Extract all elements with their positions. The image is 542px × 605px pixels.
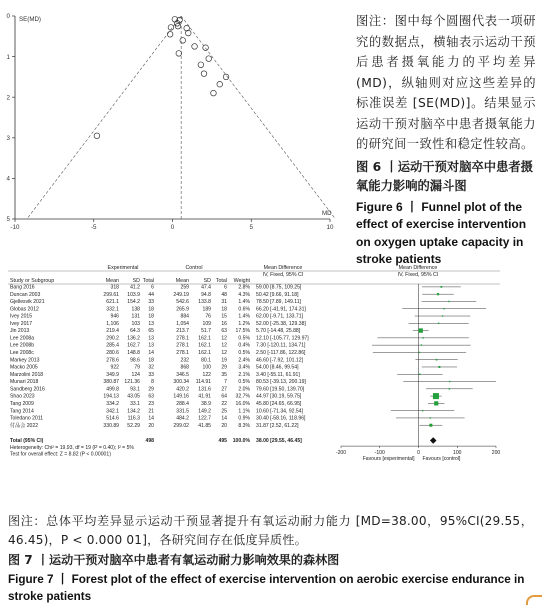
ctl-total: 6 [224,284,227,291]
exp-total: 33 [148,371,154,378]
ctl-total: 64 [221,393,227,400]
study-weight: 0.5% [238,379,250,386]
ctl-mean: 249.19 [173,291,189,298]
ctl-mean: 868 [180,364,189,371]
study-ci: 52.00 [-25.38, 129.38] [256,320,306,327]
exp-total: 63 [148,393,154,400]
funnel-axes [7,13,336,231]
study-ci: 80.53 [-39.13, 200.19] [256,379,306,386]
exp-total: 29 [148,386,154,393]
ctl-sd: 162.1 [198,350,211,357]
figure7-title-en: Figure 7 丨 Forest plot of the effect of exercise intervention on aerobic exercise endurance in stroke patients [8,573,525,603]
exp-sd: 103.9 [127,291,140,298]
ctl-sd: 51.7 [201,328,211,335]
ctl-total: 15 [221,313,227,320]
exp-mean: 922 [110,364,119,371]
study-weight: 1.4% [238,299,250,306]
ctl-mean: 331.5 [176,408,189,415]
header-experimental: Experimental [107,265,139,271]
total-ctl-n: 495 [218,438,227,445]
ctl-sd: 41.85 [198,422,211,429]
funnel-study-point [206,56,212,62]
study-weight-square [419,352,420,353]
exp-sd: 43.05 [127,393,140,400]
exp-sd: 93.1 [130,386,140,393]
ctl-total: 16 [221,320,227,327]
exp-mean: 514.6 [106,415,119,422]
column-header: Mean [105,278,119,284]
ctl-total: 35 [221,371,227,378]
ctl-mean: 213.7 [176,328,189,335]
exp-mean: 946 [110,313,119,320]
study-ci: 10.60 [-71.34, 92.54] [256,408,304,415]
ctl-sd: 80.1 [201,357,211,364]
exp-mean: 621.1 [106,299,119,306]
ctl-mean: 288.4 [176,400,189,407]
exp-total: 65 [148,328,154,335]
exp-mean: 219.4 [106,328,119,335]
ctl-sd: 189 [202,306,211,313]
funnel-study-point [201,71,207,77]
study-weight: 32.7% [235,393,250,400]
study-name: Gjellesvik 2021 [10,299,45,306]
study-weight-square [430,417,431,418]
study-weight-square [438,366,440,368]
exp-mean: 349.9 [106,371,119,378]
header-mean-difference: Mean Difference [263,265,303,271]
exp-mean: 342.1 [106,408,119,415]
exp-total: 32 [148,364,154,371]
figure6-caption: 图注：图中每个圆圈代表一项研究的数据点，横轴表示运动干预后患者摄氧能力的平均差异 (MD)，纵轴则对应这些差异的标准误差 [SE(MD)]。结果显示运动干预对脑卒中患者摄氧能力的研究间一致性和稳定性较高。 [356,14,536,151]
exp-total: 6 [151,284,154,291]
ctl-sd: 94.8 [201,291,211,298]
study-ci: 59.00 [8.75, 109.25] [256,284,302,291]
exp-sd: 41.2 [130,284,140,291]
exp-sd: 98.6 [130,357,140,364]
ctl-mean: 265.9 [176,306,189,313]
study-ci: 45.80 [24.65, 66.95] [256,400,302,407]
forest-x-tick-label: 200 [491,450,501,457]
study-weight-square [442,315,443,316]
funnel-y-tick-label: 2 [6,94,10,102]
study-name: Lee 2008b [10,342,35,349]
funnel-study-point [217,81,223,87]
exp-sd: 134.2 [127,408,140,415]
total-ci: 38.00 [29.55, 46.45] [256,438,302,445]
total-weight: 100.0% [232,438,250,445]
exp-mean: 330.89 [103,422,119,429]
exp-total: 20 [148,422,154,429]
funnel-study-point [94,133,100,139]
ctl-total: 31 [221,299,227,306]
figure6-title-en: Figure 6 丨 Funnel plot of the effect of exercise intervention on oxygen uptake capacity in stroke patients [356,199,527,266]
forest-plot [8,262,503,507]
ctl-sd: 162.1 [198,342,211,349]
study-weight: 1.1% [238,408,250,415]
study-weight-square [449,388,450,389]
exp-sd: 154.2 [127,299,140,306]
column-header: Mean [175,278,189,284]
exp-sd: 124 [131,371,140,378]
study-name: Duncan 2003 [10,291,41,298]
figure6-title-zh: 图 6 丨运动干预对脑卒中患者摄氧能力影响的漏斗图 [356,159,533,193]
study-ci: 31.87 [2.52, 61.22] [256,422,299,429]
study-name: Sandberg 2016 [10,386,45,393]
exp-sd: 131 [131,313,140,320]
exp-sd: 162.7 [127,342,140,349]
study-name: Tang 2009 [10,400,34,407]
study-weight-square [436,359,438,361]
exp-total: 8 [151,379,154,386]
ctl-total: 12 [221,335,227,342]
study-name: Bang 2016 [10,284,35,291]
ctl-sd: 38.9 [201,400,211,407]
funnel-y-tick-label: 1 [6,53,10,61]
ctl-sd: 47.4 [201,284,211,291]
ctl-total: 29 [221,364,227,371]
study-ci: 66.20 [-41.91, 174.31] [256,306,306,313]
funnel-x-axis-label: MD [322,210,332,217]
study-weight-square [419,328,423,332]
funnel-x-tick-label: -10 [10,224,20,231]
column-header: Weight [233,278,250,284]
funnel-study-point [167,31,173,37]
exp-mean: 1,106 [106,320,119,327]
exp-total: 14 [148,415,154,422]
study-ci: 62.00 [-9.71, 133.71] [256,313,304,320]
forest-x-tick-label: -100 [374,450,385,457]
study-weight: 0.9% [238,415,250,422]
funnel-study-point [198,62,204,68]
study-weight: 2.4% [238,357,250,364]
funnel-study-point [176,51,182,57]
funnel-y-tick-label: 0 [6,13,10,21]
ctl-sd: 131.6 [198,386,211,393]
study-ci: 50.42 [9.66, 91.18] [256,291,299,298]
ctl-total: 22 [221,400,227,407]
funnel-study-point [185,30,191,36]
study-ci: 54.00 [8.46, 99.54] [256,364,299,371]
ctl-sd: 122.7 [198,415,211,422]
ctl-sd: 76 [205,313,211,320]
exp-mean: 299.61 [103,291,119,298]
funnel-y-tick-label: 4 [6,175,10,183]
exp-mean: 380.87 [103,379,119,386]
funnel-y-axis-label: SE(MD) [19,16,41,23]
funnel-y-tick-label: 3 [6,135,10,142]
study-weight-square [440,286,442,288]
ctl-sd: 41.91 [198,393,211,400]
column-header: SD [132,278,140,284]
study-weight: 1.4% [238,313,250,320]
forest-x-tick-label: 0 [417,450,420,457]
ctl-mean: 484.2 [176,415,189,422]
ctl-sd: 122 [202,371,211,378]
funnel-points [94,16,229,138]
funnel-x-tick-label: 5 [249,224,253,231]
ctl-mean: 278.1 [176,342,189,349]
ctl-total: 27 [221,386,227,393]
funnel-study-point [192,44,198,50]
total-exp-n: 498 [145,438,154,445]
study-ci: 2.50 [-117.86, 122.86] [256,350,306,357]
study-name: Ivey 2017 [10,320,33,327]
study-ci: 79.60 [19.50, 139.70] [256,386,305,393]
study-name: Tang 2014 [10,408,34,415]
study-name: Lee 2008c [10,350,34,357]
study-weight-square [449,381,450,382]
funnel-study-point [180,38,186,44]
funnel-y-tick-label: 5 [6,216,10,224]
exp-total: 33 [148,299,154,306]
ctl-sd: 100 [202,364,211,371]
exp-sd: 33.1 [130,400,140,407]
ctl-sd: 114.91 [195,379,211,386]
study-ci: 78.50 [7.89, 149.11] [256,299,301,306]
funnel-x-tick-label: 10 [326,224,334,231]
overall-effect-text: Test for overall effect: Z = 8.82 (P < 0.00001) [10,451,111,458]
ctl-total: 25 [221,408,227,415]
funnel-plot [0,0,350,240]
study-weight: 2.1% [238,371,250,378]
favours-control-label: Favours [control] [422,456,461,463]
exp-sd: 64.3 [130,328,140,335]
exp-mean: 499.8 [106,386,119,393]
ctl-mean: 232 [180,357,189,364]
exp-sd: 52.29 [127,422,140,429]
funnel-study-point [203,45,209,51]
funnel-study-point [223,74,229,80]
funnel-x-tick-label: -5 [90,224,97,231]
ctl-mean: 346.5 [176,371,189,378]
figure7-caption: 图注：总体平均差异显示运动干预显著提升有氧运动耐力能力 [MD=38.00，95%CI(29.55，46.45)，P < 0.000 01]，各研究间存在低度异质性。 [8,514,533,547]
study-weight: 1.2% [238,320,250,327]
exp-mean: 280.6 [106,350,119,357]
header-md-subtitle-plot: IV, Fixed, 95% CI [397,272,439,278]
study-weight-square [443,308,444,309]
column-header: Study or Subgroup [10,278,55,284]
study-weight: 0.5% [238,350,250,357]
exp-mean: 318 [110,284,119,291]
ctl-mean: 542.6 [176,299,189,306]
ctl-total: 14 [221,415,227,422]
ctl-total: 20 [221,422,227,429]
study-ci: 7.30 [-120.11, 134.71] [256,342,306,349]
study-weight-square [434,401,438,405]
study-ci: 12.10 [-105.77, 129.97] [256,335,309,342]
ctl-mean: 300.34 [173,379,189,386]
study-weight: 0.5% [238,335,250,342]
exp-total: 13 [148,320,154,327]
exp-mean: 290.2 [106,335,119,342]
ctl-mean: 278.1 [176,335,189,342]
ctl-total: 63 [221,328,227,335]
exp-total: 44 [148,291,154,298]
study-weight-square [433,393,439,399]
exp-sd: 79 [134,364,140,371]
study-name: Munari 2018 [10,379,39,386]
favours-experimental-label: Favours [experimental] [362,456,415,463]
exp-mean: 334.2 [106,400,119,407]
column-header: SD [203,278,211,284]
study-weight: 8.3% [238,422,250,429]
study-weight-square [419,373,421,375]
study-weight: 4.3% [238,291,250,298]
ctl-total: 12 [221,342,227,349]
study-weight-square [429,424,432,427]
exp-sd: 116.3 [127,415,140,422]
study-weight-square [422,337,423,338]
exp-sd: 103 [131,320,140,327]
exp-total: 13 [148,342,154,349]
study-name: Globas 2012 [10,306,39,313]
heterogeneity-text: Heterogeneity: Chi² = 19.93, df = 19 (P = 0.40); I² = 5% [10,445,134,452]
ctl-mean: 420.2 [176,386,189,393]
exp-sd: 148.8 [127,350,140,357]
study-name: Jin 2013 [10,328,30,335]
exp-mean: 332.1 [106,306,119,313]
ctl-mean: 149.16 [173,393,189,400]
funnel-left-boundary [27,16,181,219]
funnel-study-point [211,90,217,96]
total-diamond [430,437,437,443]
ctl-sd: 162.1 [198,335,211,342]
ctl-mean: 884 [180,313,189,320]
exp-total: 13 [148,335,154,342]
ctl-mean: 299.02 [173,422,189,429]
study-name: Marzolini 2018 [10,371,44,378]
study-weight-square [448,301,449,302]
study-ci: 5.70 [-14.48, 25.88] [256,328,301,335]
study-name: Lee 2008a [10,335,35,342]
study-weight-square [422,410,423,411]
ctl-sd: 133.8 [198,299,211,306]
study-weight: 16.0% [235,400,250,407]
study-weight-square [421,344,422,345]
exp-total: 18 [148,306,154,313]
study-weight: 17.5% [235,328,250,335]
forest-x-tick-label: -200 [335,450,347,457]
total-label: Total (95% CI) [10,438,44,445]
ctl-mean: 278.1 [176,350,189,357]
exp-total: 18 [148,313,154,320]
exp-mean: 278.6 [106,357,119,364]
exp-mean: 285.4 [106,342,119,349]
study-name: Macko 2005 [10,364,38,371]
ctl-mean: 1,054 [176,320,189,327]
study-ci: 3.40 [-55.11, 61.91] [256,371,300,378]
study-weight-square [437,293,439,295]
ctl-total: 19 [221,357,227,364]
exp-total: 23 [148,400,154,407]
exp-total: 21 [148,408,154,415]
header-mean-difference-plot: Mean Difference [398,265,438,271]
ctl-mean: 259 [180,284,189,291]
funnel-right-boundary [181,16,335,219]
study-weight: 0.4% [238,342,250,349]
study-weight: 2.0% [238,386,250,393]
study-name: Shao 2023 [10,393,35,400]
study-ci: 44.97 [30.19, 59.75] [256,393,302,400]
ctl-total: 7 [224,379,227,386]
figure6-caption-block [356,11,536,269]
exp-total: 14 [148,350,154,357]
ctl-total: 18 [221,306,227,313]
header-control: Control [185,265,203,271]
study-weight-square [438,323,439,324]
figure7-caption-block [8,512,533,605]
study-weight: 0.6% [238,306,250,313]
exp-sd: 136.2 [127,335,140,342]
study-name: Markey 2013 [10,357,40,364]
column-header: Total [142,278,154,284]
study-name: Toledano 2011 [10,415,44,422]
study-ci: 46.60 [-7.92, 101.12] [256,357,304,364]
exp-sd: 121.36 [124,379,140,386]
ctl-sd: 149.2 [198,408,211,415]
exp-total: 18 [148,357,154,364]
exp-mean: 194.13 [103,393,119,400]
figure7-title-zh: 图 7 丨运动干预对脑卒中患者有氧运动耐力影响效果的森林图 [8,553,340,567]
study-weight: 3.4% [238,364,250,371]
forest-x-tick-label: 100 [453,450,462,457]
ctl-sd: 109 [202,320,211,327]
exp-sd: 138 [131,306,140,313]
ctl-total: 48 [221,291,227,298]
study-weight: 2.8% [238,284,250,291]
funnel-x-tick-label: 0 [170,224,175,231]
ctl-total: 12 [221,350,227,357]
study-name: 付品会 2022 [10,422,39,429]
column-header: Total [215,278,227,284]
header-md-subtitle: IV, Fixed, 95% CI [262,272,304,278]
study-ci: 30.40 [-58.16, 118.96] [256,415,306,422]
study-name: Ivey 2015 [10,313,33,320]
